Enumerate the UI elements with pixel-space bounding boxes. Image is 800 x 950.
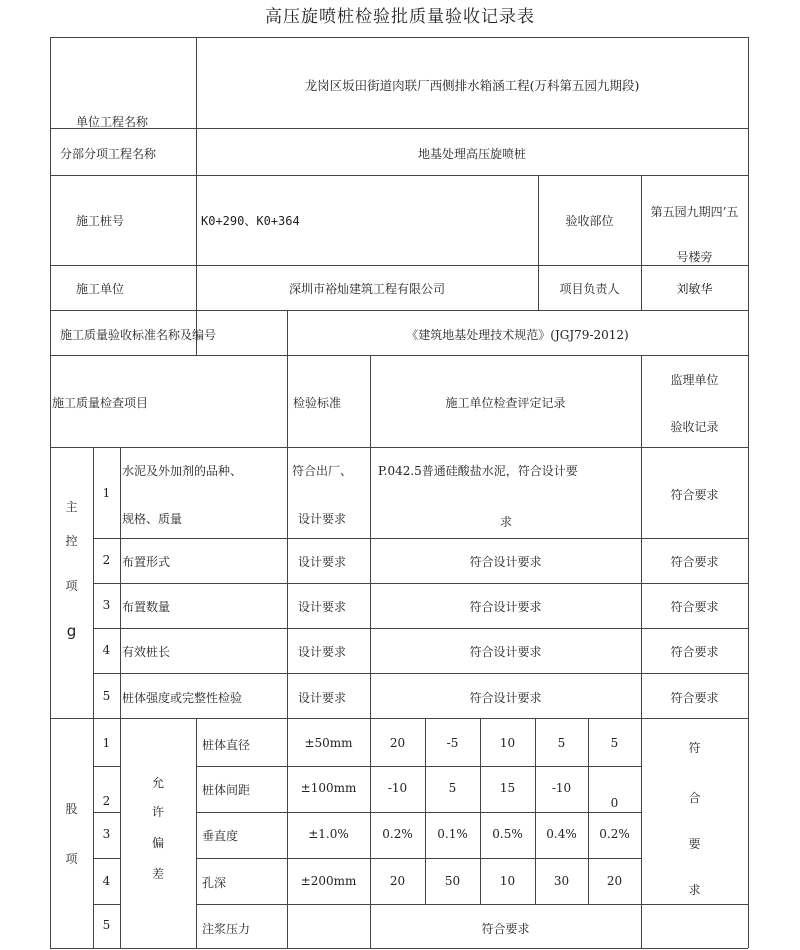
deviation-char: 偏 [151,836,164,850]
general-value: 20 [389,736,406,750]
header-criterion: 检验标准 [292,396,341,410]
main-item-record: 符合设计要求 [469,691,542,705]
general-char: 项 [65,852,78,866]
main-item-no: 2 [102,553,111,567]
general-item-no: 3 [102,827,111,841]
general-item-std: ±200mm [300,874,357,888]
general-item-no: 1 [102,736,111,750]
unit-project-label: 单位工程名称 [76,115,149,129]
general-value: -5 [446,736,459,750]
main-item-record-line1: P.042.5普通硅酸盐水泥，符合设计要 [378,464,578,478]
main-control-char: g [66,622,77,640]
general-item-name: 桩体间距 [202,783,251,797]
part-value-line1: 第五园九期四’五 [650,205,739,219]
main-item-name: 有效桩长 [122,645,171,659]
general-value: 0.2% [382,827,413,841]
main-control-char: 主 [65,500,78,514]
main-item-result: 符合要求 [670,645,719,659]
main-item-name: 布置数量 [122,600,171,614]
main-control-char: 项 [65,579,78,593]
main-item-record: 符合设计要求 [469,555,542,569]
general-value: 50 [444,874,461,888]
sub-project-value: 地基处理高压旋喷桩 [417,147,526,161]
main-item-name-line2: 规格、质量 [122,512,183,526]
general-value: 20 [389,874,406,888]
sub-project-label: 分部分项工程名称 [60,147,157,161]
general-item-record: 符合要求 [481,922,530,936]
station-label: 施工桩号 [76,214,125,228]
main-item-std: 设计要求 [297,600,346,614]
general-value: 5 [610,736,619,750]
main-item-result: 符合要求 [670,600,719,614]
deviation-char: 差 [151,867,164,881]
deviation-char: 许 [151,805,164,819]
header-supervisor-line2: 验收记录 [670,420,719,434]
main-item-record: 符合设计要求 [469,600,542,614]
standard-label: 施工质量验收标准名称及编号 [60,328,217,342]
general-item-std: ±100mm [300,781,357,795]
unit-project-value: 龙岗区坂田街道肉联厂西侧排水箱涵工程(万科第五园九期段) [304,78,640,93]
general-item-name: 桩体直径 [202,738,251,752]
main-item-record: 符合设计要求 [469,645,542,659]
main-item-std: 设计要求 [297,555,346,569]
general-char: 股 [65,802,78,816]
general-item-std: ±1.0% [308,827,349,841]
part-label: 验收部位 [565,214,614,228]
main-item-name: 布置形式 [122,555,171,569]
general-item-no: 4 [102,874,111,888]
main-item-name-line1: 水泥及外加剂的品种、 [122,464,243,478]
general-item-name: 垂直度 [202,829,239,843]
general-result-char: 符 [688,741,701,755]
general-value: 0.4% [546,827,577,841]
general-value: -10 [551,781,572,795]
general-result-char: 要 [688,837,701,851]
main-item-std: 设计要求 [297,691,346,705]
main-item-std: 设计要求 [297,645,346,659]
main-item-name: 桩体强度或完整性检验 [122,691,243,705]
main-item-no: 4 [102,643,111,657]
general-item-no: 5 [102,918,111,932]
header-item: 施工质量检查项目 [52,396,149,410]
general-value: 10 [499,736,516,750]
general-item-name: 孔深 [202,876,227,890]
general-result-char: 合 [688,791,701,805]
general-value: 5 [557,736,566,750]
general-item-name: 注浆压力 [202,922,251,936]
general-item-std: ±50mm [304,736,353,750]
construction-unit-value: 深圳市裕灿建筑工程有限公司 [288,282,445,296]
general-value: 0 [610,796,619,810]
general-value: 20 [606,874,623,888]
construction-unit-label: 施工单位 [76,282,125,296]
general-value: 30 [553,874,570,888]
manager-label: 项目负责人 [559,282,620,296]
header-record: 施工单位检查评定记录 [445,396,566,410]
main-item-no: 1 [102,486,111,500]
general-result-char: 求 [688,883,701,897]
general-value: 0.1% [437,827,468,841]
main-item-no: 3 [102,598,111,612]
main-item-result: 符合要求 [670,555,719,569]
main-item-no: 5 [102,689,111,703]
general-value: -10 [387,781,408,795]
header-supervisor-line1: 监理单位 [670,373,719,387]
standard-value: 《建筑地基处理技术规范》(JGJ79-2012) [406,328,629,342]
manager-value: 刘敏华 [676,282,713,296]
main-item-result: 符合要求 [670,691,719,705]
main-item-std-line2: 设计要求 [297,512,346,526]
general-item-no: 2 [102,794,111,808]
page-title: 高压旋喷桩检验批质量验收记录表 [265,7,535,27]
deviation-char: 允 [151,776,164,790]
station-value: K0+290、K0+364 [201,214,300,228]
general-value: 0.5% [492,827,523,841]
main-item-result: 符合要求 [670,488,719,502]
general-value: 0.2% [599,827,630,841]
part-value-line2: 号楼旁 [676,250,713,264]
general-value: 10 [499,874,516,888]
main-control-char: 控 [65,534,78,548]
main-item-std-line1: 符合出厂、 [291,464,352,478]
main-item-record-line2: 求 [500,515,513,529]
general-value: 15 [499,781,516,795]
general-value: 5 [448,781,457,795]
